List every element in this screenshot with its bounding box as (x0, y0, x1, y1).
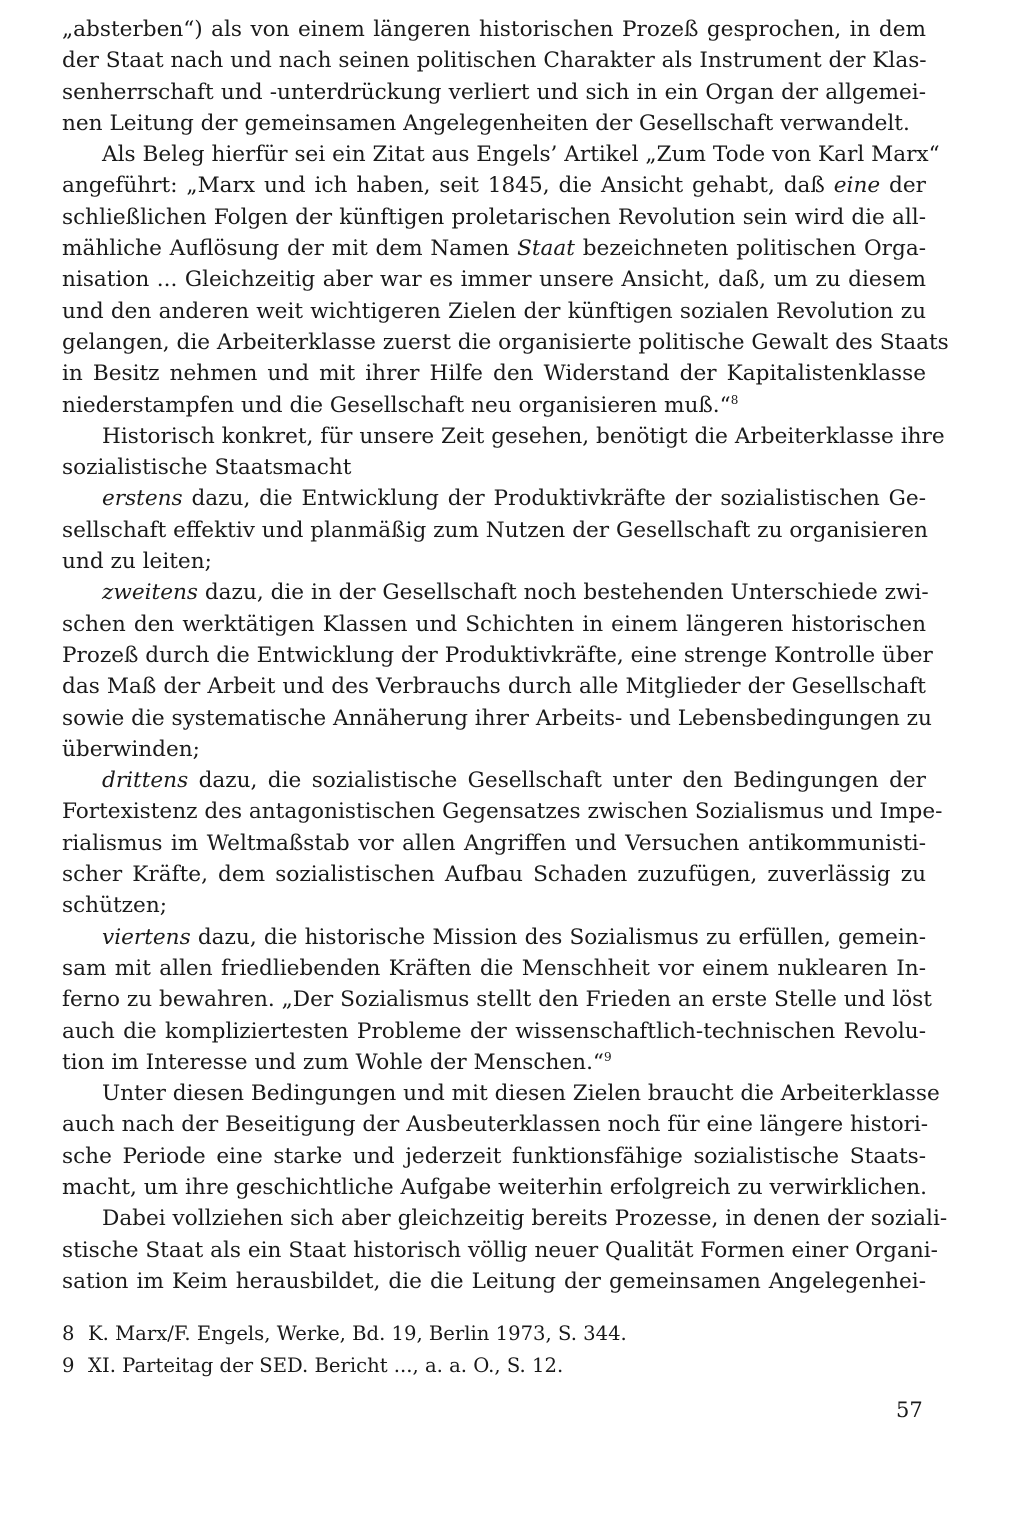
text-line: stische Staat als ein Staat historisch völlig neuer Qualität Formen einer Organi- (62, 1237, 938, 1263)
text-line: scher Kräfte, dem sozialistischen Aufbau Schaden zuzufügen, zuverlässig zu (62, 862, 926, 888)
text-line: Als Beleg hierfür sei ein Zitat aus Engels’ Artikel „Zum Tode von Karl Marx“ (102, 142, 940, 168)
text-line: nen Leitung der gemeinsamen Angelegenheiten der Gesellschaft verwandelt. (62, 110, 910, 136)
text-line: und den anderen weit wichtigeren Zielen der künftigen sozialen Revolution zu (62, 298, 926, 324)
text-line: sozialistische Staatsmacht (62, 455, 352, 481)
text-line (62, 765, 926, 796)
paragraph (62, 1203, 948, 1297)
text-line: „absterben“) als von einem längeren historischen Prozeß gesprochen, in dem (62, 17, 926, 42)
text-line: Unter diesen Bedingungen und mit diesen Zielen braucht die Arbeiterklasse (102, 1081, 940, 1107)
footnote-text: K. Marx/F. Engels, Werke, Bd. 19, Berlin 1973, S. 344. (88, 1322, 627, 1345)
text-line: gelangen, die Arbeiterklasse zuerst die organisierte politische Gewalt des Staats (62, 329, 949, 355)
enumeration-word: zweitens (102, 580, 198, 606)
italic-word: eine (833, 173, 881, 199)
text-line: schützen; (62, 893, 168, 919)
text-line: senherrschaft und -unterdrückung verliert und sich in ein Organ der allgemei- (62, 79, 926, 105)
italic-word: Staat (517, 236, 575, 262)
footnote-8 (62, 1318, 926, 1350)
text-line: Dabei vollziehen sich aber gleichzeitig bereits Prozesse, in denen der soziali- (102, 1206, 948, 1232)
text-line: sowie die systematische Annäherung ihrer Arbeits- und Lebensbedingungen zu (62, 705, 932, 731)
text-line: und zu leiten; (62, 549, 212, 575)
text-line: sche Periode eine starke und jederzeit funktionsfähige sozialistische Staats- (62, 1143, 926, 1169)
text-line: mähliche Auflösung der mit dem Namen Staat bezeichneten politischen Orga- (62, 236, 926, 262)
page-number: 57 (896, 1398, 923, 1422)
text-line: der Staat nach und nach seinen politischen Charakter als Instrument der Klas- (62, 48, 927, 74)
text-line-content: niederstampfen und die Gesellschaft neu organisieren muß.“ (62, 392, 731, 418)
text-line: das Maß der Arbeit und des Verbrauchs durch alle Mitglieder der Gesellschaft (62, 674, 926, 700)
text-line: schließlichen Folgen der künftigen proletarischen Revolution sein wird die all- (62, 204, 926, 230)
text-line: Fortexistenz des antagonistischen Gegensatzes zwischen Sozialismus und Impe- (62, 799, 943, 825)
text-line-content: dazu, die Entwicklung der Produktivkräfte der sozialistischen Ge- (182, 486, 926, 512)
paragraph (62, 421, 945, 484)
text-line: überwinden; (62, 736, 200, 762)
list-item-viertens (62, 922, 932, 1078)
paragraph (62, 1078, 940, 1203)
text-line: ferno zu bewahren. „Der Sozialismus stellt den Frieden an erste Stelle und löst (62, 987, 932, 1013)
footnote-number: 9 (62, 1354, 75, 1377)
text-line: sellschaft effektiv und planmäßig zum Nutzen der Gesellschaft zu organisieren (62, 517, 928, 543)
text-line: in Besitz nehmen und mit ihrer Hilfe den Widerstand der Kapitalistenklasse (62, 361, 926, 387)
enumeration-word: drittens (102, 768, 189, 794)
footnote-9 (62, 1350, 926, 1382)
text-line: auch die kompliziertesten Probleme der wissenschaftlich-technischen Revolu- (62, 1018, 926, 1044)
text-line (62, 922, 926, 953)
enumeration-word: erstens (102, 486, 183, 512)
paragraph (62, 14, 926, 139)
body-text (62, 14, 949, 1297)
text-line: auch nach der Beseitigung der Ausbeuterklassen noch für eine längere histori- (62, 1112, 929, 1138)
text-line (62, 390, 926, 421)
footnote-number: 8 (62, 1322, 75, 1345)
text-line: schen den werktätigen Klassen und Schichten in einem längeren historischen (62, 611, 926, 637)
list-item-zweitens (62, 577, 933, 765)
text-line: rialismus im Weltmaßstab vor allen Angriffen und Versuchen antikommunisti- (62, 830, 926, 856)
text-line (62, 577, 929, 608)
text-line: angeführt: „Marx und ich haben, seit 1845, die Ansicht gehabt, daß eine der (62, 173, 926, 199)
text-line: sam mit allen friedliebenden Kräften die Menschheit vor einem nuklearen In- (62, 955, 926, 981)
enumeration-word: viertens (102, 924, 191, 950)
footnotes (62, 1318, 926, 1382)
list-item-drittens (62, 765, 943, 921)
text-line-content: dazu, die historische Mission des Sozialismus zu erfüllen, gemein- (190, 924, 926, 950)
text-line-content: tion im Interesse und zum Wohle der Menschen.“ (62, 1049, 604, 1075)
text-line: Historisch konkret, für unsere Zeit gesehen, benötigt die Arbeiterklasse ihre (102, 423, 945, 449)
text-line (62, 1047, 926, 1078)
footnote-ref-8[interactable]: 8 (730, 392, 739, 407)
paragraph (62, 139, 949, 421)
footnote-text: XI. Parteitag der SED. Bericht ..., a. a. O., S. 12. (88, 1354, 564, 1377)
list-item-erstens (62, 483, 926, 577)
text-line: Prozeß durch die Entwicklung der Produktivkräfte, eine strenge Kontrolle über (62, 642, 933, 668)
footnote-ref-9[interactable]: 9 (603, 1049, 612, 1064)
text-line-content: dazu, die in der Gesellschaft noch bestehenden Unterschiede zwi- (198, 580, 929, 606)
text-line: macht, um ihre geschichtliche Aufgabe weiterhin erfolgreich zu verwirklichen. (62, 1174, 928, 1200)
text-line (62, 483, 926, 514)
text-line-content: dazu, die sozialistische Gesellschaft unter den Bedingungen der (188, 768, 926, 794)
text-line: sation im Keim herausbildet, die die Leitung der gemeinsamen Angelegenhei- (62, 1268, 926, 1294)
text-line: nisation ... Gleichzeitig aber war es immer unsere Ansicht, daß, um zu diesem (62, 267, 926, 293)
